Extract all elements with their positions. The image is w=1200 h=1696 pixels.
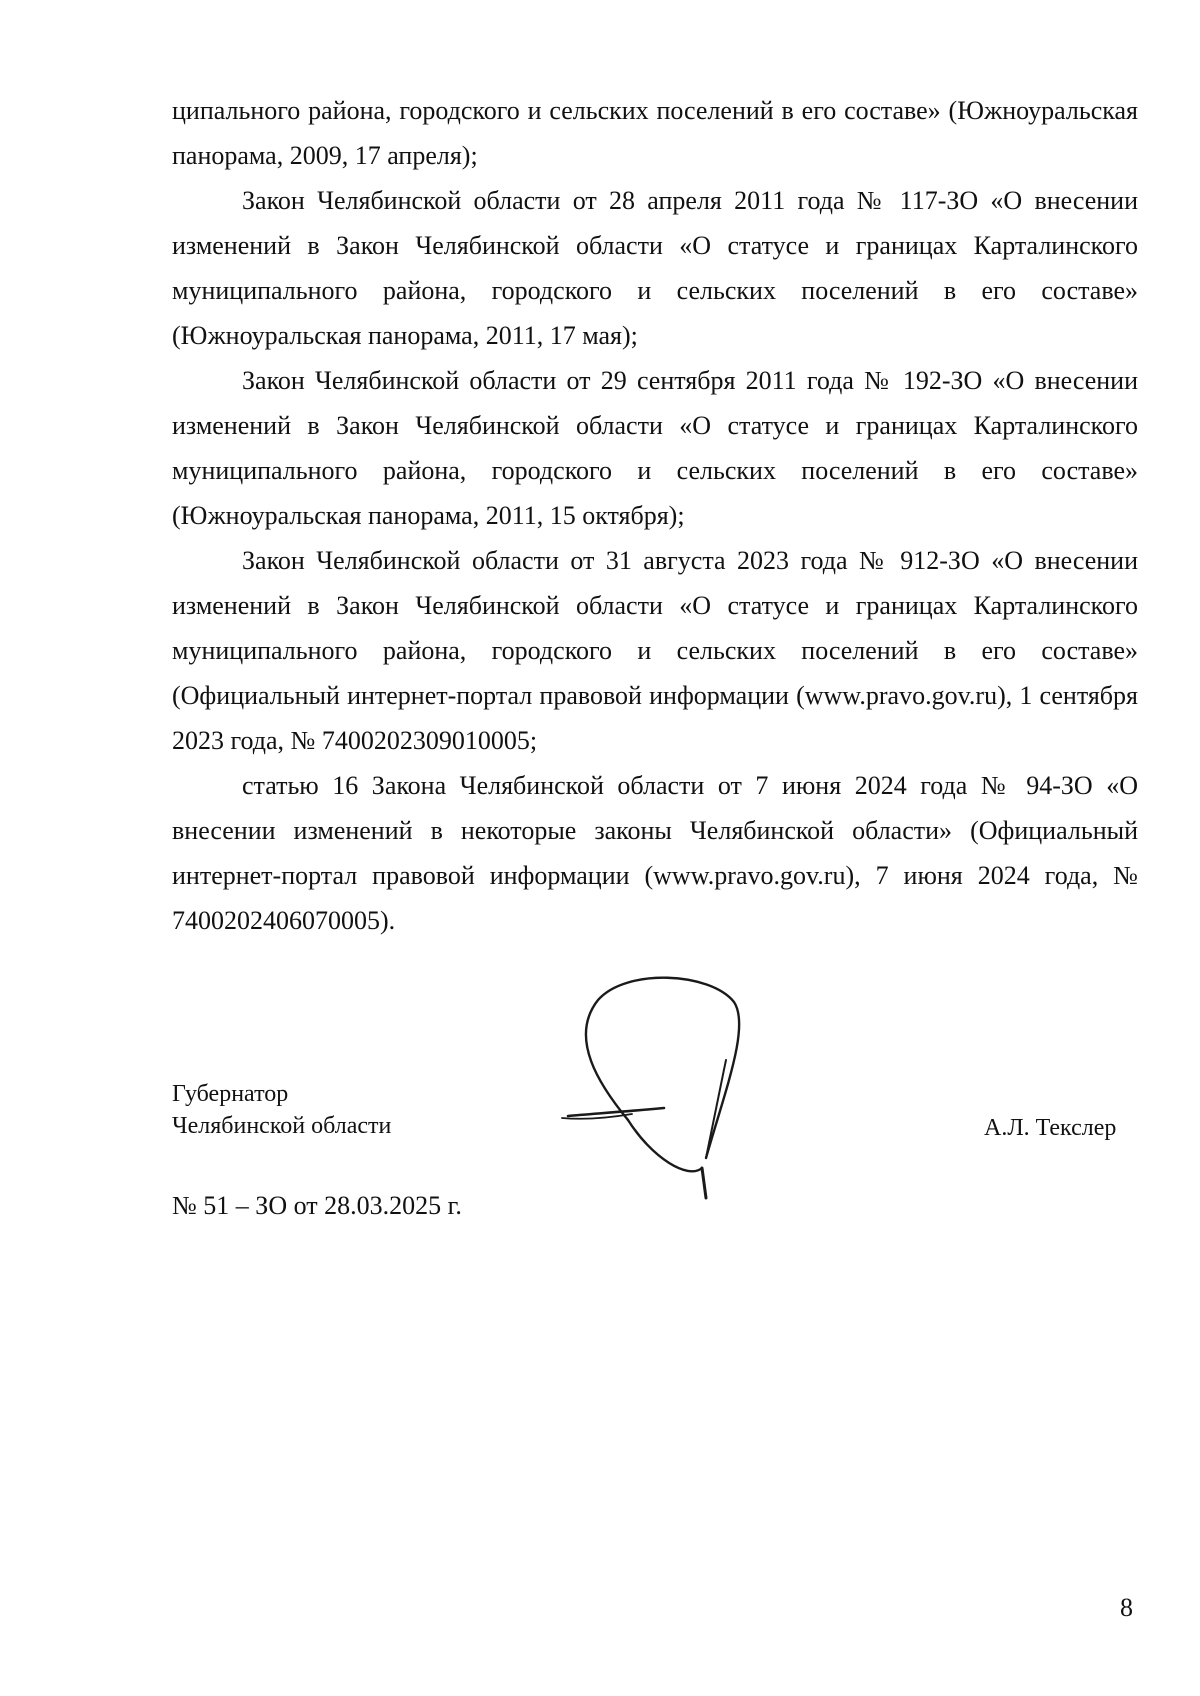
signatory-title-line-1: Губернатор — [172, 1081, 289, 1107]
paragraph-law-117: Закон Челябинской области от 28 апреля 2011 года № 117-ЗО «О внесении изменений в Закон Челябинской области «О статусе и границах Карталинского муниципального района, городского и сельских поселений в его составе» (Южноуральская панорама, 2011, 17 мая); — [172, 186, 1138, 350]
paragraph-law-192: Закон Челябинской области от 29 сентября 2011 года № 192-ЗО «О внесении изменений в Закон Челябинской области «О статусе и границах Карталинского муниципального района, городского и сельских поселений в его составе» (Южноуральская панорама, 2011, 15 октября); — [172, 366, 1138, 530]
handwritten-signature — [560, 968, 800, 1208]
document-body — [172, 88, 1138, 943]
paragraph-law-912: Закон Челябинской области от 31 августа 2023 года № 912-ЗО «О внесении изменений в Закон Челябинской области «О статусе и границах Карталинского муниципального района, городского и сельских поселений в его составе» (Официальный интернет-портал правовой информации (www.pravo.gov.ru), 1 сентября 2023 года, № 7400202309010005; — [172, 546, 1138, 755]
document-number-date: № 51 – ЗО от 28.03.2025 г. — [172, 1191, 462, 1220]
paragraph-law-94: статью 16 Закона Челябинской области от 7 июня 2024 года № 94-ЗО «О внесении изменений в некоторые законы Челябинской области» (Официальный интернет-портал правовой информации (www.pravo.gov.ru), 7 июня 2024 года, № 7400202406070005). — [172, 771, 1138, 935]
signatory-name: А.Л. Текслер — [984, 1115, 1117, 1141]
signatory-title — [172, 1078, 391, 1142]
paragraph-continued: ципального района, городского и сельских поселений в его составе» (Южноуральская панорама, 2009, 17 апреля); — [172, 96, 1138, 170]
signatory-title-line-2: Челябинской области — [172, 1113, 392, 1139]
page-number: 8 — [1120, 1593, 1133, 1622]
